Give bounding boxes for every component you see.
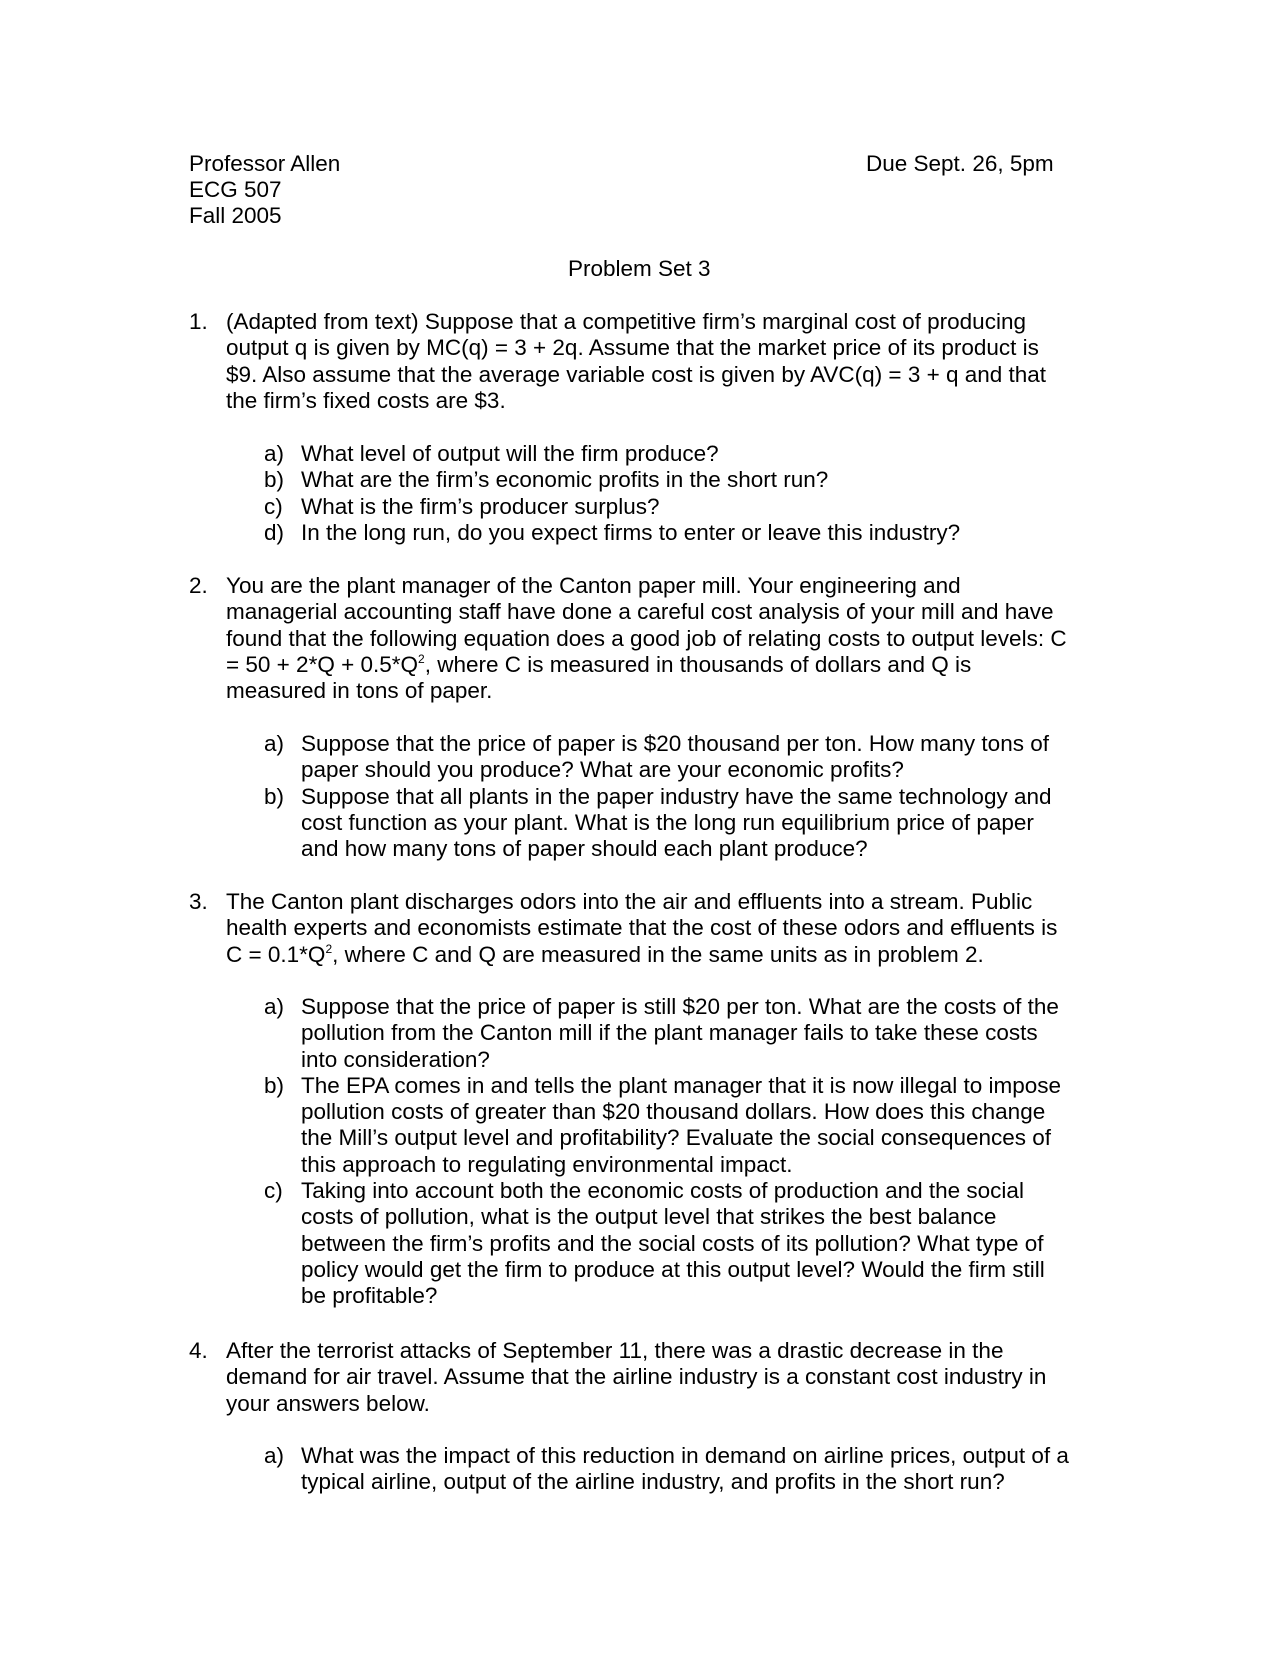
part-text-line: What is the firm’s producer surplus? [301, 493, 660, 519]
part-text-line: Suppose that the price of paper is $20 thousand per ton. How many tons of [301, 731, 1049, 756]
part-b [264, 467, 1094, 493]
part-text-line: costs of pollution, what is the output level that strikes the best balance [301, 1204, 997, 1230]
part-text-line: paper should you produce? What are your economic profits? [301, 757, 904, 783]
problem-number: 3. [189, 889, 208, 914]
part-a [264, 441, 1094, 467]
part-text-line: pollution costs of greater than $20 thousand dollars. How does this change [301, 1099, 1046, 1125]
part-c [264, 1178, 1094, 1309]
problem-text-line: output q is given by MC(q) = 3 + 2q. Assume that the market price of its product is [226, 335, 1039, 361]
problem-number: 1. [189, 309, 208, 334]
problem-text-line: (Adapted from text) Suppose that a competitive firm’s marginal cost of producing [226, 309, 1026, 334]
part-text-line: What are the firm’s economic profits in the short run? [301, 467, 829, 493]
part-text-line: Taking into account both the economic costs of production and the social [301, 1178, 1024, 1204]
exponent: 2 [325, 941, 333, 956]
professor-name: Professor Allen [189, 151, 341, 176]
part-label: d) [264, 519, 285, 545]
part-label: c) [264, 1178, 283, 1204]
problem-text-line: managerial accounting staff have done a careful cost analysis of your mill and have [226, 599, 1054, 625]
part-label: a) [264, 994, 285, 1019]
part-text-line: cost function as your plant. What is the long run equilibrium price of paper [301, 809, 1034, 835]
part-b [264, 784, 1094, 863]
part-label: b) [264, 783, 285, 809]
part-text-line: In the long run, do you expect firms to enter or leave this industry? [301, 519, 961, 545]
problem-1-parts [264, 441, 1094, 546]
formula-continuation: , where C is measured in thousands of dollars and Q is [424, 651, 972, 677]
course-code: ECG 507 [189, 177, 282, 202]
term: Fall 2005 [189, 203, 282, 228]
problem-text-line: your answers below. [226, 1390, 430, 1416]
part-text-line: What was the impact of this reduction in demand on airline prices, output of a [301, 1443, 1069, 1468]
problem-text-line: health experts and economists estimate that the cost of these odors and effluents is [226, 915, 1058, 941]
formula-continuation: , where C and Q are measured in the same units as in problem 2. [332, 941, 984, 967]
part-text-line: and how many tons of paper should each plant produce? [301, 836, 868, 862]
problem-text-line: $9. Also assume that the average variable cost is given by AVC(q) = 3 + q and that [226, 361, 1047, 387]
part-label: b) [264, 1072, 285, 1098]
problem-3-parts [264, 994, 1094, 1310]
problem-4-parts [264, 1443, 1094, 1496]
exponent: 2 [418, 651, 425, 666]
part-a [264, 731, 1094, 784]
problem-text-line: found that the following equation does a good job of relating costs to output levels: C [226, 625, 1067, 651]
problem-number: 2. [189, 573, 208, 598]
problem-text-line: The Canton plant discharges odors into the air and effluents into a stream. Public [226, 889, 1033, 914]
part-label: a) [264, 441, 285, 466]
part-text-line: The EPA comes in and tells the plant manager that it is now illegal to impose [301, 1072, 1061, 1098]
page-title: Problem Set 3 [568, 256, 711, 281]
part-d [264, 520, 1094, 546]
problem-3 [189, 889, 1089, 968]
problem-number: 4. [189, 1338, 208, 1363]
part-text-line: be profitable? [301, 1283, 438, 1309]
part-text-line: Suppose that all plants in the paper industry have the same technology and [301, 783, 1052, 809]
part-text-line: between the firm’s profits and the social costs of its pollution? What type of [301, 1230, 1044, 1256]
problem-text-line: demand for air travel. Assume that the airline industry is a constant cost industry in [226, 1364, 1047, 1390]
part-text-line: Suppose that the price of paper is still $20 per ton. What are the costs of the [301, 994, 1059, 1019]
formula-text: C = 0.1*Q [226, 941, 326, 967]
problem-2 [189, 573, 1089, 704]
part-text-line: What level of output will the firm produce? [301, 441, 719, 466]
part-label: b) [264, 467, 285, 493]
problem-text-line-with-formula [226, 652, 1089, 678]
problem-text-line: After the terrorist attacks of September 11, there was a drastic decrease in the [226, 1338, 1004, 1363]
problem-4 [189, 1338, 1089, 1417]
problem-text-line: measured in tons of paper. [226, 678, 493, 704]
part-label: a) [264, 731, 285, 756]
problem-text-line: the firm’s fixed costs are $3. [226, 387, 506, 413]
part-c [264, 494, 1094, 520]
part-text-line: policy would get the firm to produce at this output level? Would the firm still [301, 1256, 1045, 1282]
problem-1 [189, 309, 1089, 414]
part-text-line: into consideration? [301, 1046, 490, 1072]
problem-text-line: You are the plant manager of the Canton paper mill. Your engineering and [226, 573, 961, 598]
due-date: Due Sept. 26, 5pm [866, 151, 1054, 176]
part-label: a) [264, 1443, 285, 1468]
part-a [264, 994, 1094, 1073]
formula-text: = 50 + 2*Q + 0.5*Q [226, 651, 419, 677]
part-a [264, 1443, 1094, 1496]
part-text-line: pollution from the Canton mill if the plant manager fails to take these costs [301, 1020, 1038, 1046]
part-label: c) [264, 493, 283, 519]
part-text-line: typical airline, output of the airline industry, and profits in the short run? [301, 1469, 1005, 1495]
part-text-line: the Mill’s output level and profitability? Evaluate the social consequences of [301, 1125, 1052, 1151]
part-b [264, 1073, 1094, 1178]
part-text-line: this approach to regulating environmental impact. [301, 1151, 793, 1177]
problem-2-parts [264, 731, 1094, 862]
problem-text-line-with-formula [226, 942, 1089, 968]
